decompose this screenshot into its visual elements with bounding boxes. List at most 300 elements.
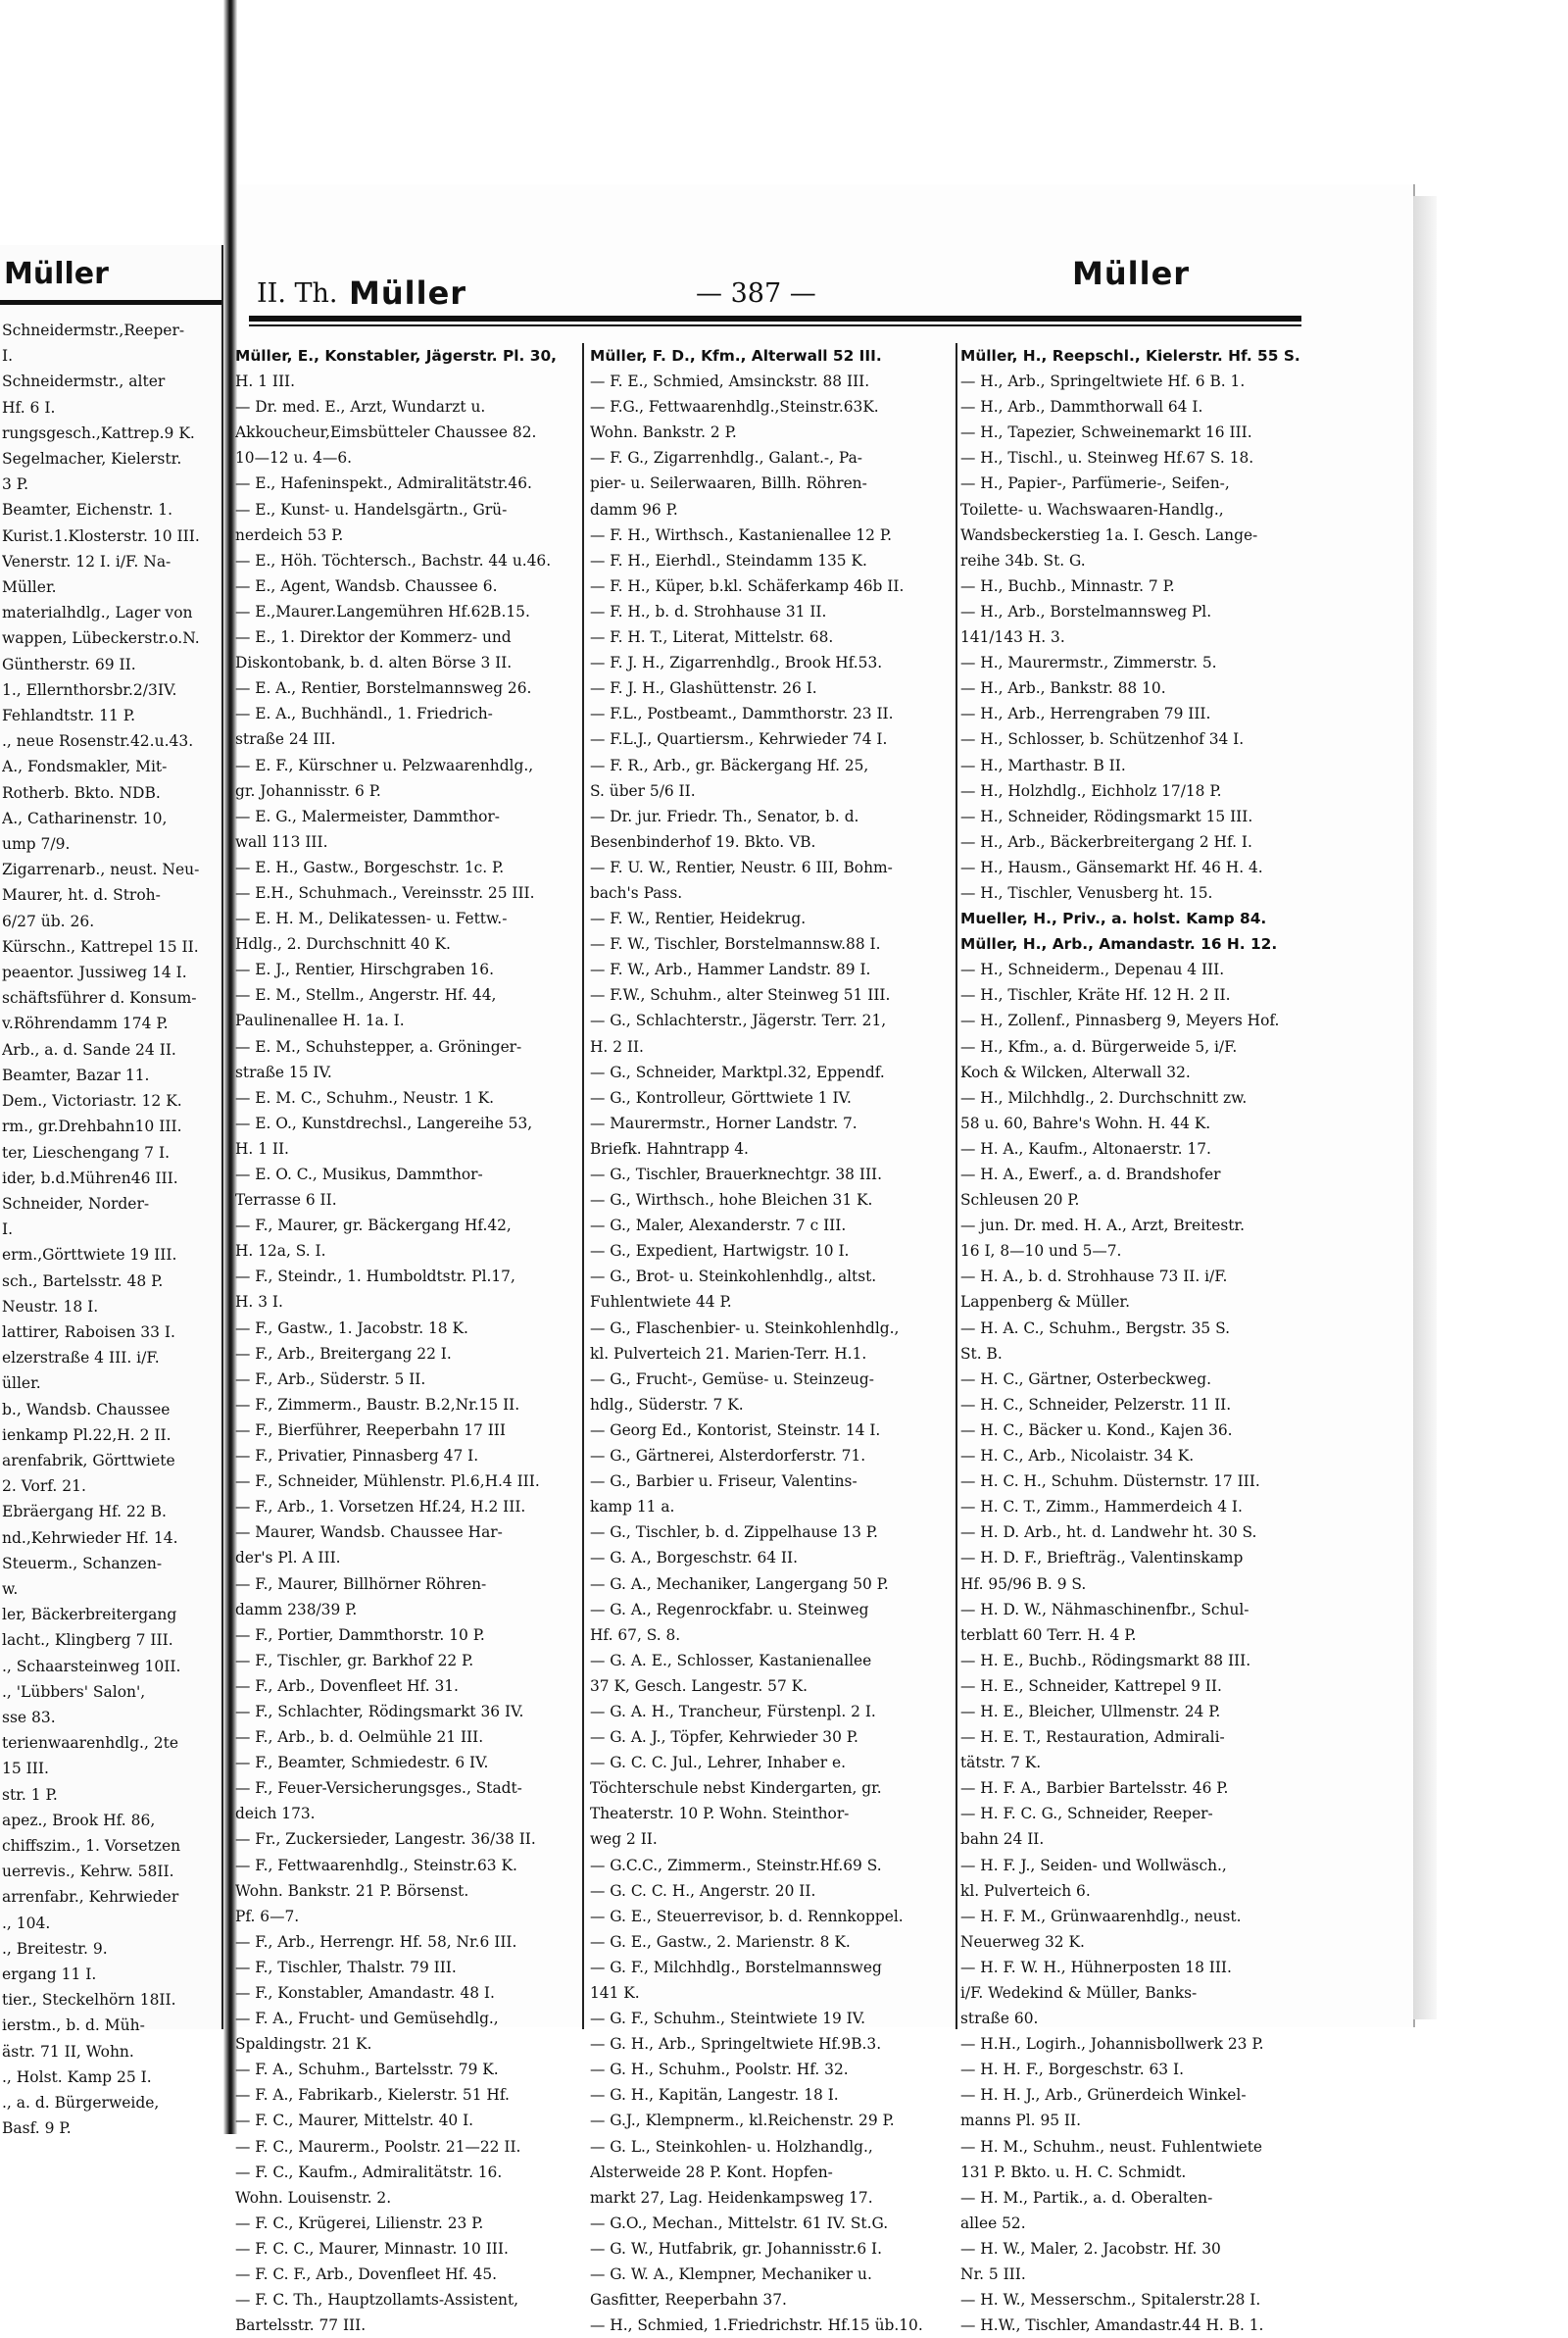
page-edge bbox=[1413, 196, 1437, 2019]
directory-entry-line: straße 15 IV. bbox=[235, 1063, 332, 1081]
directory-entry-line: — F., Beamter, Schmiedestr. 6 IV. bbox=[235, 1754, 489, 1772]
directory-entry-line: — F. C. F., Arb., Dovenfleet Hf. 45. bbox=[235, 2265, 498, 2284]
directory-entry-line: — G., Gärtnerei, Alsterdorferstr. 71. bbox=[590, 1447, 866, 1466]
directory-entry-line: — H., Zollenf., Pinnasberg 9, Meyers Hof. bbox=[960, 1012, 1280, 1030]
directory-entry-line: terblatt 60 Terr. H. 4 P. bbox=[960, 1625, 1137, 1644]
directory-entry-line: — G., Wirthsch., hohe Bleichen 31 K. bbox=[590, 1191, 873, 1210]
directory-entry-line: bahn 24 II. bbox=[960, 1830, 1045, 1849]
directory-entry-line: — G. A. E., Schlosser, Kastanienallee bbox=[590, 1651, 872, 1669]
directory-entry-line: — E., Höh. Töchtersch., Bachstr. 44 u.46. bbox=[235, 551, 552, 570]
directory-entry-line: — F., Tischler, gr. Barkhof 22 P. bbox=[235, 1651, 474, 1669]
left-page-rule bbox=[0, 300, 221, 305]
directory-entry-line: — H., Arb., Bankstr. 88 10. bbox=[960, 679, 1166, 698]
directory-entry-line: — G., Barbier u. Friseur, Valentins- bbox=[590, 1472, 858, 1491]
directory-entry-line: 131 P. Bkto. u. H. C. Schmidt. bbox=[960, 2163, 1187, 2181]
directory-entry-line: — G.C.C., Zimmerm., Steinstr.Hf.69 S. bbox=[590, 1856, 882, 1874]
directory-entry-line: — G., Schneider, Marktpl.32, Eppendf. bbox=[590, 1063, 885, 1081]
directory-entry-line: — F. C., Maurer, Mittelstr. 40 I. bbox=[235, 2112, 474, 2130]
directory-entry-line: materialhdlg., Lager von bbox=[2, 604, 193, 622]
directory-entry-line: — G. E., Steuerrevisor, b. d. Rennkoppel. bbox=[590, 1907, 904, 1925]
directory-entry-line: — G. W., Hutfabrik, gr. Johannisstr.6 I. bbox=[590, 2239, 883, 2258]
directory-entry-line: — H. F. W. H., Hühnerposten 18 III. bbox=[960, 1958, 1232, 1976]
directory-entry-line: 15 III. bbox=[2, 1760, 49, 1778]
directory-entry-line: — H., Kfm., a. d. Bürgerweide 5, i/F. bbox=[960, 1037, 1238, 1056]
directory-entry-line: ., Holst. Kamp 25 I. bbox=[2, 2067, 152, 2086]
directory-entry-line: Hf. 95/96 B. 9 S. bbox=[960, 1574, 1087, 1593]
directory-entry-line: — E., Kunst- u. Handelsgärtn., Grü- bbox=[235, 500, 508, 519]
directory-entry-line: — E. G., Malermeister, Dammthor- bbox=[235, 807, 500, 825]
directory-entry-line: H. 12a, S. I. bbox=[235, 1242, 326, 1261]
directory-entry-line: — H. H. F., Borgeschstr. 63 I. bbox=[960, 2061, 1184, 2079]
directory-entry-line: — H., Arb., Springeltwiete Hf. 6 B. 1. bbox=[960, 373, 1246, 391]
page-number: — 387 — bbox=[696, 278, 816, 309]
directory-entry-line: hdlg., Süderstr. 7 K. bbox=[590, 1395, 744, 1414]
directory-entry-line: — F.W., Schuhm., alter Steinweg 51 III. bbox=[590, 986, 891, 1005]
directory-entry-line: — jun. Dr. med. H. A., Arzt, Breitestr. bbox=[960, 1217, 1245, 1235]
directory-entry-line: — E. J., Rentier, Hirschgraben 16. bbox=[235, 961, 494, 979]
directory-entry-line: — G. L., Steinkohlen- u. Holzhandlg., bbox=[590, 2137, 873, 2156]
directory-entry-line: — F. W., Arb., Hammer Landstr. 89 I. bbox=[590, 961, 871, 979]
page-header bbox=[257, 255, 1301, 318]
directory-entry-line: — H. F. J., Seiden- und Wollwäsch., bbox=[960, 1856, 1227, 1874]
directory-entry-line: Lappenberg & Müller. bbox=[960, 1293, 1130, 1312]
directory-entry-line: — H. D. F., Briefträg., Valentinskamp bbox=[960, 1549, 1244, 1567]
directory-entry-line: — G., Schlachterstr., Jägerstr. Terr. 21, bbox=[590, 1012, 887, 1030]
directory-entry-line: — G. E., Gastw., 2. Marienstr. 8 K. bbox=[590, 1932, 851, 1951]
header-name-right: Müller bbox=[1072, 255, 1191, 292]
directory-entry-line: — F. J. H., Zigarrenhdlg., Brook Hf.53. bbox=[590, 654, 883, 672]
directory-entry-line: Müller, F. D., Kfm., Alterwall 52 III. bbox=[590, 347, 882, 365]
directory-entry-line: Mueller, H., Priv., a. holst. Kamp 84. bbox=[960, 910, 1267, 928]
directory-entry-line: ider, b.d.Mühren46 III. bbox=[2, 1169, 178, 1187]
directory-entry-line: ., 104. bbox=[2, 1914, 51, 1932]
directory-entry-line: manns Pl. 95 II. bbox=[960, 2112, 1081, 2130]
directory-entry-line: Theaterstr. 10 P. Wohn. Steinthor- bbox=[590, 1805, 850, 1823]
directory-entry-line: ., 'Lübbers' Salon', bbox=[2, 1682, 146, 1701]
directory-entry-line: — F. H. T., Literat, Mittelstr. 68. bbox=[590, 628, 834, 647]
directory-entry-line: — G. A. H., Trancheur, Fürstenpl. 2 I. bbox=[590, 1702, 876, 1720]
directory-entry-line: allee 52. bbox=[960, 2214, 1026, 2232]
directory-entry-line: — E. H., Gastw., Borgeschstr. 1c. P. bbox=[235, 858, 505, 876]
directory-entry-line: — G., Brot- u. Steinkohlenhdlg., altst. bbox=[590, 1268, 877, 1286]
directory-entry-line: tätstr. 7 K. bbox=[960, 1754, 1042, 1772]
directory-column-2 bbox=[590, 343, 955, 2338]
directory-entry-line: — G., Maler, Alexanderstr. 7 c III. bbox=[590, 1217, 847, 1235]
directory-entry-line: Diskontobank, b. d. alten Börse 3 II. bbox=[235, 654, 513, 672]
directory-entry-line: — H. E., Bleicher, Ullmenstr. 24 P. bbox=[960, 1702, 1221, 1720]
directory-entry-line: — E. A., Buchhändl., 1. Friedrich- bbox=[235, 705, 493, 723]
directory-entry-line: — G.J., Klempnerm., kl.Reichenstr. 29 P. bbox=[590, 2112, 895, 2130]
directory-entry-line: — G. C. C. H., Angerstr. 20 II. bbox=[590, 1881, 816, 1900]
directory-entry-line: — F. A., Frucht- und Gemüsehdlg., bbox=[235, 2010, 499, 2028]
directory-entry-line: — F., Portier, Dammthorstr. 10 P. bbox=[235, 1625, 485, 1644]
directory-entry-line: — H., Maurermstr., Zimmerstr. 5. bbox=[960, 654, 1217, 672]
directory-entry-line: — F., Schlachter, Rödingsmarkt 36 IV. bbox=[235, 1702, 524, 1720]
directory-entry-line: Zigarrenarb., neust. Neu- bbox=[2, 861, 200, 879]
directory-entry-line: üller. bbox=[2, 1374, 41, 1393]
directory-entry-line: — F., Konstabler, Amandastr. 48 I. bbox=[235, 1984, 495, 2002]
directory-entry-line: — E. M., Stellm., Angerstr. Hf. 44, bbox=[235, 986, 497, 1005]
directory-entry-line: — G. H., Schuhm., Poolstr. Hf. 32. bbox=[590, 2061, 849, 2079]
directory-entry-line: sch., Bartelsstr. 48 P. bbox=[2, 1271, 164, 1290]
directory-entry-line: — F. G., Zigarrenhdlg., Galant.-, Pa- bbox=[590, 449, 862, 468]
directory-entry-line: — F. C., Kaufm., Admiralitätstr. 16. bbox=[235, 2163, 503, 2181]
directory-entry-line: — H. W., Messerschm., Spitalerstr.28 I. bbox=[960, 2291, 1261, 2310]
directory-entry-line: damm 96 P. bbox=[590, 500, 678, 519]
directory-entry-line: deich 173. bbox=[235, 1805, 316, 1823]
directory-entry-line: — E. O., Kunstdrechsl., Langereihe 53, bbox=[235, 1114, 533, 1132]
directory-entry-line: 3 P. bbox=[2, 475, 29, 494]
directory-entry-line: b., Wandsb. Chaussee bbox=[2, 1400, 171, 1418]
directory-entry-line: Wohn. Bankstr. 21 P. Börsenst. bbox=[235, 1881, 469, 1900]
directory-entry-line: — H. F. C. G., Schneider, Reeper- bbox=[960, 1805, 1213, 1823]
directory-entry-line: — H. H. J., Arb., Grünerdeich Winkel- bbox=[960, 2086, 1247, 2105]
directory-entry-line: i/F. Wedekind & Müller, Banks- bbox=[960, 1984, 1198, 2002]
directory-entry-line: — Maurer, Wandsb. Chaussee Har- bbox=[235, 1523, 503, 1542]
directory-entry-line: bach's Pass. bbox=[590, 883, 683, 902]
directory-entry-line: — H. D. Arb., ht. d. Landwehr ht. 30 S. bbox=[960, 1523, 1257, 1542]
directory-entry-line: Segelmacher, Kielerstr. bbox=[2, 450, 182, 469]
directory-entry-line: — H. C. T., Zimm., Hammerdeich 4 I. bbox=[960, 1498, 1243, 1517]
directory-entry-line: Koch & Wilcken, Alterwall 32. bbox=[960, 1063, 1191, 1081]
directory-entry-line: wall 113 III. bbox=[235, 832, 328, 851]
directory-entry-line: w. bbox=[2, 1579, 19, 1598]
directory-entry-line: damm 238/39 P. bbox=[235, 1600, 358, 1618]
directory-entry-line: — E. A., Rentier, Borstelmannsweg 26. bbox=[235, 679, 532, 698]
directory-entry-line: — Fr., Zuckersieder, Langestr. 36/38 II. bbox=[235, 1830, 536, 1849]
directory-entry-line: kl. Pulverteich 6. bbox=[960, 1881, 1091, 1900]
directory-entry-line: Hf. 67, S. 8. bbox=[590, 1625, 681, 1644]
directory-entry-line: uerrevis., Kehrw. 58II. bbox=[2, 1863, 174, 1881]
directory-entry-line: Bartelsstr. 77 III. bbox=[235, 2316, 367, 2335]
directory-entry-line: — F., Arb., Süderstr. 5 II. bbox=[235, 1369, 426, 1388]
directory-entry-line: — H., Holzhdlg., Eichholz 17/18 P. bbox=[960, 781, 1222, 800]
directory-entry-line: peaentor. Jussiweg 14 I. bbox=[2, 964, 187, 982]
directory-entry-line: — F., Privatier, Pinnasberg 47 I. bbox=[235, 1447, 479, 1466]
directory-entry-line: ter, Lieschengang 7 I. bbox=[2, 1143, 170, 1162]
directory-entry-line: — G.O., Mechan., Mittelstr. 61 IV. St.G. bbox=[590, 2214, 889, 2232]
directory-entry-line: H. 2 II. bbox=[590, 1037, 644, 1056]
directory-entry-line: Fehlandtstr. 11 P. bbox=[2, 707, 136, 725]
directory-entry-line: Gasfitter, Reeperbahn 37. bbox=[590, 2291, 787, 2310]
directory-entry-line: — F., Maurer, gr. Bäckergang Hf.42, bbox=[235, 1217, 512, 1235]
directory-entry-line: Schneidermstr., alter bbox=[2, 373, 166, 391]
directory-entry-line: reihe 34b. St. G. bbox=[960, 551, 1086, 570]
directory-entry-line: — H., Milchhdlg., 2. Durchschnitt zw. bbox=[960, 1088, 1248, 1107]
directory-entry-line: — H. C., Gärtner, Osterbeckweg. bbox=[960, 1369, 1211, 1388]
directory-entry-line: sse 83. bbox=[2, 1708, 56, 1726]
directory-entry-line: H. 1 III. bbox=[235, 373, 296, 391]
directory-entry-line: Arb., a. d. Sande 24 II. bbox=[2, 1040, 176, 1059]
directory-entry-line: — F.L., Postbeamt., Dammthorstr. 23 II. bbox=[590, 705, 894, 723]
directory-entry-line: Güntherstr. 69 II. bbox=[2, 655, 136, 673]
directory-entry-line: lacht., Klingberg 7 III. bbox=[2, 1631, 173, 1650]
directory-entry-line: H. 3 I. bbox=[235, 1293, 283, 1312]
directory-entry-line: — F., Maurer, Billhörner Röhren- bbox=[235, 1574, 487, 1593]
directory-entry-line: 141 K. bbox=[590, 1984, 640, 2002]
header-rule-thick bbox=[249, 316, 1301, 322]
directory-entry-line: — Dr. med. E., Arzt, Wundarzt u. bbox=[235, 398, 486, 417]
directory-entry-line: ler, Bäckerbreitergang bbox=[2, 1606, 177, 1624]
directory-entry-line: — H. A., b. d. Strohhause 73 II. i/F. bbox=[960, 1268, 1228, 1286]
directory-entry-line: ierstm., b. d. Müh- bbox=[2, 2016, 145, 2035]
directory-entry-line: Wohn. Louisenstr. 2. bbox=[235, 2188, 392, 2207]
directory-entry-line: — H. M., Partik., a. d. Oberalten- bbox=[960, 2188, 1213, 2207]
directory-entry-line: — G. F., Milchhdlg., Borstelmannsweg bbox=[590, 1958, 882, 1976]
directory-entry-line: straße 60. bbox=[960, 2010, 1039, 2028]
directory-entry-line: — G. H., Kapitän, Langestr. 18 I. bbox=[590, 2086, 839, 2105]
directory-entry-line: 1., Ellernthorsbr.2/3IV. bbox=[2, 680, 177, 699]
directory-entry-line: 16 I, 8—10 und 5—7. bbox=[960, 1242, 1122, 1261]
directory-entry-line: — F., Arb., 1. Vorsetzen Hf.24, H.2 III. bbox=[235, 1498, 526, 1517]
directory-entry-line: — H. A., Ewerf., a. d. Brandshofer bbox=[960, 1166, 1221, 1183]
directory-entry-line: — H., Schneider, Rödingsmarkt 15 III. bbox=[960, 807, 1253, 825]
directory-entry-line: — H., Tischler, Venusberg ht. 15. bbox=[960, 883, 1213, 902]
directory-entry-line: Spaldingstr. 21 K. bbox=[235, 2035, 372, 2054]
directory-entry-line: ., a. d. Bürgerweide, bbox=[2, 2094, 160, 2113]
directory-entry-line: Schleusen 20 P. bbox=[960, 1191, 1080, 1210]
directory-entry-line: Besenbinderhof 19. Bkto. VB. bbox=[590, 832, 816, 851]
directory-entry-line: Ebräergang Hf. 22 B. bbox=[2, 1503, 167, 1521]
directory-entry-line: — H. M., Schuhm., neust. Fuhlentwiete bbox=[960, 2137, 1263, 2156]
directory-entry-line: — F. A., Schuhm., Bartelsstr. 79 K. bbox=[235, 2061, 499, 2079]
directory-entry-line: Briefk. Hahntrapp 4. bbox=[590, 1139, 749, 1158]
directory-entry-line: nd.,Kehrwieder Hf. 14. bbox=[2, 1528, 178, 1547]
directory-entry-line: — H. E., Schneider, Kattrepel 9 II. bbox=[960, 1676, 1222, 1695]
directory-entry-line: — G., Frucht-, Gemüse- u. Steinzeug- bbox=[590, 1369, 874, 1388]
directory-entry-line: — F.L.J., Quartiersm., Kehrwieder 74 I. bbox=[590, 730, 888, 749]
directory-entry-line: — H., Tischler, Kräte Hf. 12 H. 2 II. bbox=[960, 986, 1231, 1005]
directory-entry-line: — G. F., Schuhm., Steintwiete 19 IV. bbox=[590, 2010, 866, 2028]
directory-entry-line: straße 24 III. bbox=[235, 730, 336, 749]
directory-entry-line: — H., Tischl., u. Steinweg Hf.67 S. 18. bbox=[960, 449, 1254, 468]
directory-entry-line: der's Pl. A III. bbox=[235, 1549, 341, 1567]
directory-entry-line: — H., Tapezier, Schweinemarkt 16 III. bbox=[960, 423, 1252, 442]
directory-entry-line: elzerstraße 4 III. i/F. bbox=[2, 1349, 160, 1368]
directory-entry-line: Basf. 9 P. bbox=[2, 2119, 72, 2138]
directory-entry-line: — F., Tischler, Thalstr. 79 III. bbox=[235, 1958, 457, 1976]
directory-entry-line: gr. Johannisstr. 6 P. bbox=[235, 781, 381, 800]
directory-entry-line: — Maurermstr., Horner Landstr. 7. bbox=[590, 1114, 858, 1132]
directory-entry-line: H. 1 II. bbox=[235, 1139, 289, 1158]
directory-entry-line: Müller, H., Reepschl., Kielerstr. Hf. 55 S. bbox=[960, 347, 1300, 365]
directory-entry-line: — H. C., Arb., Nicolaistr. 34 K. bbox=[960, 1447, 1195, 1466]
directory-entry-line: — F., Fettwaarenhdlg., Steinstr.63 K. bbox=[235, 1856, 517, 1874]
directory-entry-line: — F. H., Eierhdl., Steindamm 135 K. bbox=[590, 551, 867, 570]
directory-entry-line: — G. A., Regenrockfabr. u. Steinweg bbox=[590, 1600, 869, 1618]
directory-entry-line: Pf. 6—7. bbox=[235, 1907, 300, 1925]
directory-entry-line: — F. C. Th., Hauptzollamts-Assistent, bbox=[235, 2291, 519, 2310]
directory-entry-line: Müller. bbox=[2, 578, 57, 597]
directory-entry-line: — F. H., Küper, b.kl. Schäferkamp 46b II. bbox=[590, 576, 905, 595]
directory-entry-line: — G., Flaschenbier- u. Steinkohlenhdlg., bbox=[590, 1318, 900, 1337]
directory-entry-line: — E. M., Schuhstepper, a. Gröninger- bbox=[235, 1037, 522, 1056]
directory-entry-line: — H., Marthastr. B II. bbox=[960, 756, 1126, 774]
directory-entry-line: Kürschn., Kattrepel 15 II. bbox=[2, 937, 199, 956]
header-rule-thin bbox=[249, 324, 1301, 326]
directory-column-3 bbox=[960, 343, 1301, 2338]
directory-entry-line: kamp 11 a. bbox=[590, 1498, 675, 1517]
directory-entry-line: — H. F. A., Barbier Bartelsstr. 46 P. bbox=[960, 1779, 1229, 1798]
directory-entry-line: — E. F., Kürschner u. Pelzwaarenhdlg., bbox=[235, 756, 534, 774]
directory-entry-line: Neuerweg 32 K. bbox=[960, 1932, 1085, 1951]
directory-entry-line: I. bbox=[2, 1220, 14, 1239]
directory-entry-line: — Dr. jur. Friedr. Th., Senator, b. d. bbox=[590, 807, 859, 825]
directory-entry-line: Beamter, Bazar 11. bbox=[2, 1066, 150, 1084]
directory-entry-line: — H., Schneiderm., Depenau 4 III. bbox=[960, 961, 1225, 979]
directory-entry-line: — F. W., Tischler, Borstelmannsw.88 I. bbox=[590, 935, 881, 954]
directory-entry-line: — G. W. A., Klempner, Mechaniker u. bbox=[590, 2265, 872, 2284]
directory-entry-line: — H., Arb., Borstelmannsweg Pl. bbox=[960, 602, 1212, 621]
directory-entry-line: — G. A., Borgeschstr. 64 II. bbox=[590, 1549, 798, 1567]
directory-entry-line: — H.W., Tischler, Amandastr.44 H. B. 1. bbox=[960, 2316, 1264, 2335]
directory-entry-line: str. 1 P. bbox=[2, 1785, 58, 1804]
directory-entry-line: kl. Pulverteich 21. Marien-Terr. H.1. bbox=[590, 1344, 867, 1363]
directory-entry-line: Alsterweide 28 P. Kont. Hopfen- bbox=[590, 2163, 833, 2181]
directory-entry-line: Hdlg., 2. Durchschnitt 40 K. bbox=[235, 935, 451, 954]
directory-entry-line: Schneidermstr.,Reeper- bbox=[2, 322, 185, 339]
directory-entry-line: — E. M. C., Schuhm., Neustr. 1 K. bbox=[235, 1088, 495, 1107]
directory-entry-line: — G. H., Arb., Springeltwiete Hf.9B.3. bbox=[590, 2035, 882, 2054]
directory-entry-line: — H. E. T., Restauration, Admirali- bbox=[960, 1728, 1225, 1747]
directory-entry-line: — H. E., Buchb., Rödingsmarkt 88 III. bbox=[960, 1651, 1251, 1669]
directory-entry-line: — H. A., Kaufm., Altonaerstr. 17. bbox=[960, 1139, 1211, 1158]
directory-entry-line: Rotherb. Bkto. NDB. bbox=[2, 783, 161, 802]
directory-entry-line: chiffszim., 1. Vorsetzen bbox=[2, 1836, 181, 1855]
directory-entry-line: A., Fondsmakler, Mit- bbox=[2, 758, 168, 776]
directory-entry-line: Wandsbeckerstieg 1a. I. Gesch. Lange- bbox=[960, 525, 1258, 544]
directory-entry-line: erm.,Görttwiete 19 III. bbox=[2, 1246, 177, 1265]
directory-entry-line: Beamter, Eichenstr. 1. bbox=[2, 501, 173, 520]
directory-entry-line: Paulinenallee H. 1a. I. bbox=[235, 1012, 405, 1030]
left-page-entries bbox=[2, 318, 220, 2141]
directory-entry-line: pier- u. Seilerwaaren, Billh. Röhren- bbox=[590, 474, 867, 493]
directory-entry-line: — H. W., Maler, 2. Jacobstr. Hf. 30 bbox=[960, 2239, 1221, 2258]
directory-entry-line: — Georg Ed., Kontorist, Steinstr. 14 I. bbox=[590, 1420, 881, 1439]
directory-entry-line: Dem., Victoriastr. 12 K. bbox=[2, 1092, 182, 1111]
directory-entry-line: Venerstr. 12 I. i/F. Na- bbox=[2, 552, 172, 571]
directory-entry-line: — F., Gastw., 1. Jacobstr. 18 K. bbox=[235, 1318, 468, 1337]
column-divider bbox=[956, 343, 957, 2029]
directory-entry-line: — H., Papier-, Parfümerie-, Seifen-, bbox=[960, 474, 1230, 493]
directory-entry-line: — F. E., Schmied, Amsinckstr. 88 III. bbox=[590, 373, 870, 391]
directory-entry-line: — E., Agent, Wandsb. Chaussee 6. bbox=[235, 576, 498, 595]
directory-entry-line: — F. C. C., Maurer, Minnastr. 10 III. bbox=[235, 2239, 509, 2258]
directory-entry-line: — H. F. M., Grünwaarenhdlg., neust. bbox=[960, 1907, 1242, 1925]
directory-entry-line: Akkoucheur,Eimsbütteler Chaussee 82. bbox=[235, 423, 537, 442]
directory-entry-line: — H., Schmied, 1.Friedrichstr. Hf.15 üb.10. bbox=[590, 2316, 923, 2335]
directory-entry-line: 2. Vorf. 21. bbox=[2, 1477, 86, 1496]
directory-entry-line: terienwaarenhdlg., 2te bbox=[2, 1734, 179, 1753]
directory-entry-line: Steuerm., Schanzen- bbox=[2, 1554, 163, 1572]
directory-entry-line: — G. C. C. Jul., Lehrer, Inhaber e. bbox=[590, 1754, 846, 1772]
directory-entry-line: — F., Schneider, Mühlenstr. Pl.6,H.4 III. bbox=[235, 1472, 540, 1491]
directory-entry-line: — F., Zimmerm., Baustr. B.2,Nr.15 II. bbox=[235, 1395, 520, 1414]
directory-entry-line: — H., Arb., Dammthorwall 64 I. bbox=[960, 398, 1203, 417]
directory-entry-line: Wohn. Bankstr. 2 P. bbox=[590, 423, 737, 442]
directory-entry-line: ., Breitestr. 9. bbox=[2, 1939, 108, 1958]
directory-entry-line: markt 27, Lag. Heidenkampsweg 17. bbox=[590, 2188, 873, 2207]
directory-entry-line: Nr. 5 III. bbox=[960, 2265, 1026, 2284]
directory-entry-line: rm., gr.Drehbahn10 III. bbox=[2, 1118, 182, 1136]
directory-entry-line: Töchterschule nebst Kindergarten, gr. bbox=[590, 1779, 882, 1798]
directory-entry-line: — E. H. M., Delikatessen- u. Fettw.- bbox=[235, 910, 508, 928]
directory-entry-line: nerdeich 53 P. bbox=[235, 525, 344, 544]
directory-entry-line: — G., Tischler, b. d. Zippelhause 13 P. bbox=[590, 1523, 878, 1542]
directory-entry-line: Terrasse 6 II. bbox=[235, 1191, 337, 1210]
directory-entry-line: — H., Hausm., Gänsemarkt Hf. 46 H. 4. bbox=[960, 858, 1263, 876]
directory-entry-line: — F., Arb., Dovenfleet Hf. 31. bbox=[235, 1676, 459, 1695]
directory-entry-line: Hf. 6 I. bbox=[2, 398, 56, 417]
directory-entry-line: v.Röhrendamm 174 P. bbox=[2, 1015, 169, 1033]
directory-entry-line: — F. W., Rentier, Heidekrug. bbox=[590, 910, 807, 928]
directory-entry-line: I. bbox=[2, 347, 14, 366]
left-page-header: Müller bbox=[4, 257, 109, 291]
directory-entry-line: — H. D. W., Nähmaschinenfbr., Schul- bbox=[960, 1600, 1250, 1618]
directory-entry-line: — H., Arb., Herrengraben 79 III. bbox=[960, 705, 1211, 723]
directory-entry-line: Toilette- u. Wachswaaren-Handlg., bbox=[960, 500, 1224, 519]
directory-entry-line: Maurer, ht. d. Stroh- bbox=[2, 886, 161, 905]
directory-entry-line: — F., Arb., Breitergang 22 I. bbox=[235, 1344, 452, 1363]
directory-entry-line: — F. H., Wirthsch., Kastanienallee 12 P. bbox=[590, 525, 892, 544]
directory-entry-line: — F. C., Krügerei, Lilienstr. 23 P. bbox=[235, 2214, 484, 2232]
directory-entry-line: schäftsführer d. Konsum- bbox=[2, 989, 197, 1008]
directory-entry-line: — F. R., Arb., gr. Bäckergang Hf. 25, bbox=[590, 756, 869, 774]
directory-entry-line: — F. C., Maurerm., Poolstr. 21—22 II. bbox=[235, 2137, 521, 2156]
directory-entry-line: wappen, Lübeckerstr.o.N. bbox=[2, 629, 200, 648]
directory-entry-line: — F. H., b. d. Strohhause 31 II. bbox=[590, 602, 827, 621]
directory-entry-line: apez., Brook Hf. 86, bbox=[2, 1811, 156, 1829]
directory-entry-line: — F. J. H., Glashüttenstr. 26 I. bbox=[590, 679, 817, 698]
directory-entry-line: St. B. bbox=[960, 1344, 1003, 1363]
directory-entry-line: S. über 5/6 II. bbox=[590, 781, 696, 800]
directory-entry-line: rungsgesch.,Kattrep.9 K. bbox=[2, 423, 195, 442]
directory-entry-line: Müller, E., Konstabler, Jägerstr. Pl. 30, bbox=[235, 347, 558, 365]
directory-entry-line: arenfabrik, Görttwiete bbox=[2, 1451, 175, 1469]
directory-entry-line: tier., Steckelhörn 18II. bbox=[2, 1991, 176, 2010]
directory-entry-line: ., Schaarsteinweg 10II. bbox=[2, 1657, 181, 1675]
directory-entry-line: Schneider, Norder- bbox=[2, 1194, 150, 1213]
directory-entry-line: ienkamp Pl.22,H. 2 II. bbox=[2, 1425, 172, 1444]
directory-entry-line: — F. U. W., Rentier, Neustr. 6 III, Bohm- bbox=[590, 858, 893, 876]
directory-entry-line: A., Catharinenstr. 10, bbox=[2, 809, 168, 827]
directory-entry-line: — E.H., Schuhmach., Vereinsstr. 25 III. bbox=[235, 883, 535, 902]
column-divider bbox=[582, 343, 584, 2029]
directory-entry-line: weg 2 II. bbox=[590, 1830, 658, 1849]
directory-entry-line: 58 u. 60, Bahre's Wohn. H. 44 K. bbox=[960, 1114, 1211, 1132]
directory-entry-line: — G., Expedient, Hartwigstr. 10 I. bbox=[590, 1242, 850, 1261]
directory-entry-line: 141/143 H. 3. bbox=[960, 628, 1065, 647]
directory-entry-line: Neustr. 18 I. bbox=[2, 1297, 99, 1316]
directory-entry-line: ., neue Rosenstr.42.u.43. bbox=[2, 732, 194, 751]
directory-entry-line: Kurist.1.Klosterstr. 10 III. bbox=[2, 526, 200, 545]
directory-entry-line: Fuhlentwiete 44 P. bbox=[590, 1293, 732, 1312]
directory-entry-line: — H. A. C., Schuhm., Bergstr. 35 S. bbox=[960, 1318, 1230, 1337]
directory-entry-line: — F., Arb., Herrengr. Hf. 58, Nr.6 III. bbox=[235, 1932, 517, 1951]
directory-column-1 bbox=[235, 343, 578, 2338]
header-volume: II. Th. bbox=[257, 278, 338, 309]
directory-entry-line: — G., Kontrolleur, Görttwiete 1 IV. bbox=[590, 1088, 852, 1107]
directory-entry-line: — H. C. H., Schuhm. Düsternstr. 17 III. bbox=[960, 1472, 1260, 1491]
directory-entry-line: — H., Buchb., Minnastr. 7 P. bbox=[960, 576, 1175, 595]
directory-entry-line: — F., Steindr., 1. Humboldtstr. Pl.17, bbox=[235, 1268, 515, 1286]
directory-entry-line: — F., Arb., b. d. Oelmühle 21 III. bbox=[235, 1728, 484, 1747]
directory-entry-line: 10—12 u. 4—6. bbox=[235, 449, 353, 468]
directory-entry-line: — F., Bierführer, Reeperbahn 17 III bbox=[235, 1420, 506, 1439]
directory-entry-line: — H. C., Schneider, Pelzerstr. 11 II. bbox=[960, 1395, 1232, 1414]
directory-entry-line: — E. O. C., Musikus, Dammthor- bbox=[235, 1166, 483, 1183]
directory-entry-line: ästr. 71 II, Wohn. bbox=[2, 2042, 134, 2061]
